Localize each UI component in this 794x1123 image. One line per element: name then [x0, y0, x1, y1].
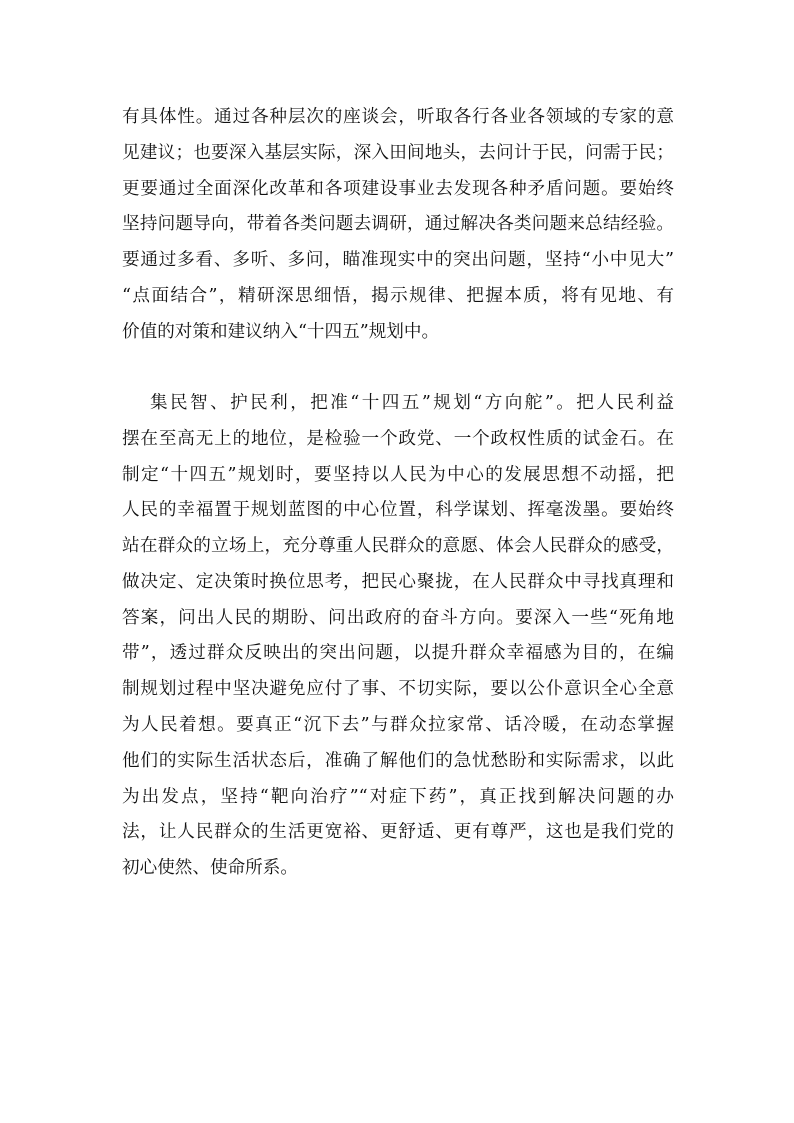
- text-line: 有具体性。通过各种层次的座谈会，听取各行各业各领域的专家的意: [122, 107, 674, 127]
- text-line: 要通过多看、多听、多问，瞄准现实中的突出问题，坚持“小中见大”: [122, 250, 674, 270]
- text-line: “点面结合”，精研深思细悟，揭示规律、把握本质，将有见地、有: [122, 286, 674, 306]
- text-line: 为人民着想。要真正“沉下去”与群众拉家常、话冷暖，在动态掌握: [122, 715, 674, 735]
- text-line: 见建议；也要深入基层实际，深入田间地头，去问计于民，问需于民；: [122, 143, 674, 163]
- text-line: 人民的幸福置于规划蓝图的中心位置，科学谋划、挥毫泼墨。要始终: [122, 500, 674, 520]
- text-line: 初心使然、使命所系。: [122, 858, 298, 878]
- text-line: 价值的对策和建议纳入“十四五”规划中。: [122, 322, 440, 342]
- text-line: 带”，透过群众反映出的突出问题，以提升群众幸福感为目的，在编: [122, 643, 674, 663]
- text-line: 站在群众的立场上，充分尊重人民群众的意愿、体会人民群众的感受，: [122, 536, 674, 556]
- text-line: 法，让人民群众的生活更宽裕、更舒适、更有尊严，这也是我们党的: [122, 822, 674, 842]
- text-line: 制规划过程中坚决避免应付了事、不切实际，要以公仆意识全心全意: [122, 679, 674, 699]
- text-line: 做决定、定决策时换位思考，把民心聚拢，在人民群众中寻找真理和: [122, 572, 674, 592]
- text-line: 集民智、护民利，把准“十四五”规划“方向舵”。把人民利益: [150, 393, 674, 413]
- text-line: 他们的实际生活状态后，准确了解他们的急忧愁盼和实际需求，以此: [122, 751, 674, 771]
- text-line: 更要通过全面深化改革和各项建设事业去发现各种矛盾问题。要始终: [122, 179, 674, 199]
- text-line: 制定“十四五”规划时，要坚持以人民为中心的发展思想不动摇，把: [122, 465, 674, 485]
- text-line: 答案，问出人民的期盼、问出政府的奋斗方向。要深入一些“死角地: [122, 608, 674, 628]
- text-line: 坚持问题导向，带着各类问题去调研，通过解决各类问题来总结经验。: [122, 214, 674, 234]
- text-line: 摆在至高无上的地位，是检验一个政党、一个政权性质的试金石。在: [122, 429, 674, 449]
- text-line: 为出发点，坚持“靶向治疗”“对症下药”，真正找到解决问题的办: [122, 787, 674, 807]
